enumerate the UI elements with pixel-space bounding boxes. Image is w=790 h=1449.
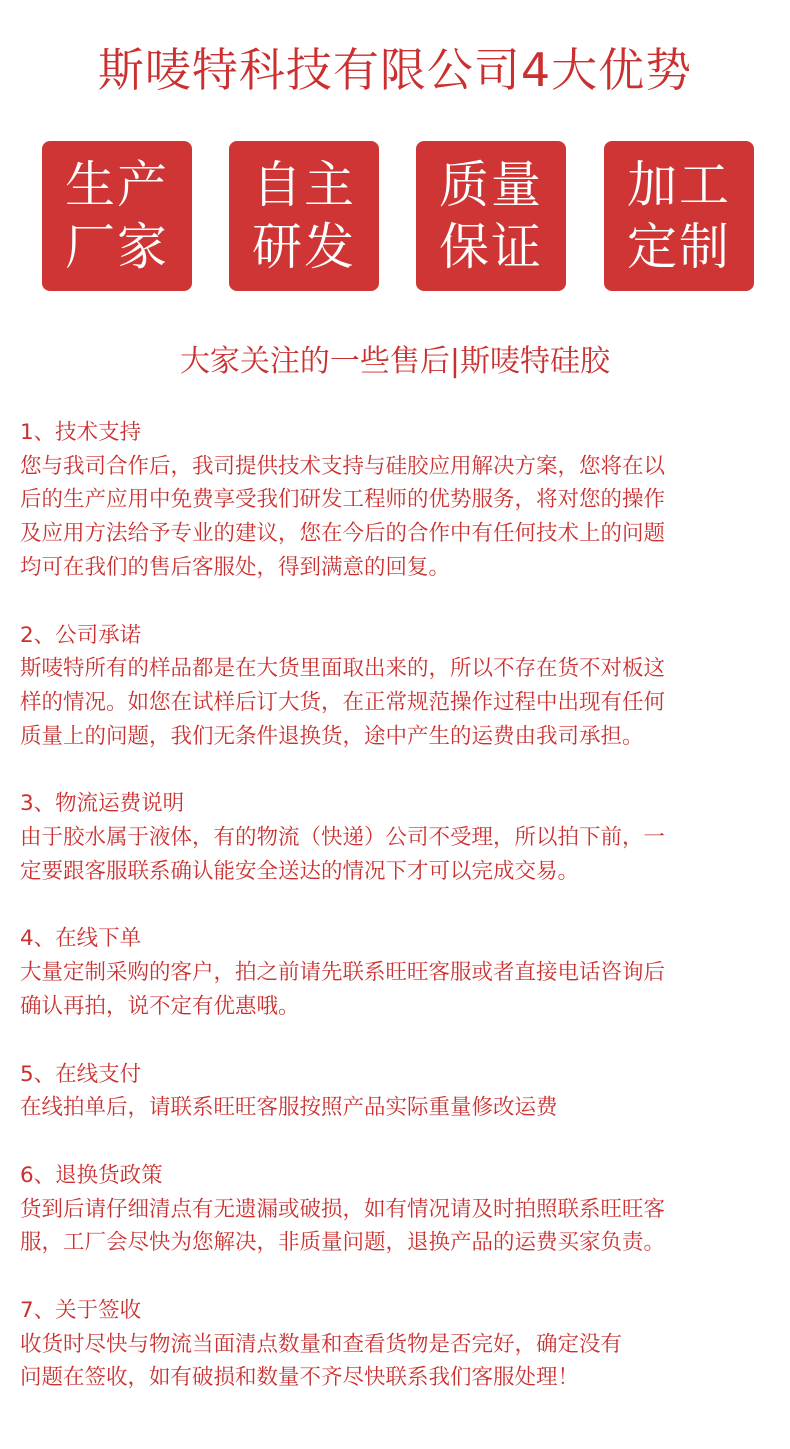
section-line: 您与我司合作后，我司提供技术支持与硅胶应用解决方案，您将在以 <box>20 453 666 479</box>
section-line: 问题在签收，如有破损和数量不齐尽快联系我们客服处理！ <box>20 1365 580 1391</box>
section-return-policy <box>20 1159 772 1260</box>
advantage-badge-manufacturer <box>42 141 192 291</box>
section-line: 在线拍单后，请联系旺旺客服按照产品实际重量修改运费 <box>20 1095 558 1121</box>
advantage-badge-quality <box>416 141 566 291</box>
section-online-payment <box>20 1058 772 1125</box>
section-line: 大量定制采购的客户，拍之前请先联系旺旺客服或者直接电话咨询后 <box>20 960 666 986</box>
section-heading: 2、公司承诺 <box>20 622 142 648</box>
advantage-badge-line: 自主 <box>252 156 356 214</box>
after-sales-content <box>20 416 772 1429</box>
advantage-badge-line: 生产 <box>65 156 169 214</box>
section-heading: 5、在线支付 <box>20 1061 142 1087</box>
section-line: 均可在我们的售后客服处，得到满意的回复。 <box>20 554 451 580</box>
advantage-badge-line: 质量 <box>439 156 543 214</box>
section-online-order <box>20 922 772 1023</box>
section-line: 质量上的问题，我们无条件退换货，途中产生的运费由我司承担。 <box>20 723 644 749</box>
section-line: 货到后请仔细清点有无遗漏或破损，如有情况请及时拍照联系旺旺客 <box>20 1196 666 1222</box>
advantages-row <box>0 141 790 291</box>
section-heading: 7、关于签收 <box>20 1298 142 1324</box>
section-line: 定要跟客服联系确认能安全送达的情况下才可以完成交易。 <box>20 858 580 884</box>
section-delivery-receipt <box>20 1294 772 1395</box>
advantage-badge-line: 保证 <box>439 218 543 276</box>
advantage-badge-line: 研发 <box>252 218 356 276</box>
section-tech-support <box>20 416 772 585</box>
advantage-badge-line: 加工 <box>627 156 731 214</box>
advantage-badge-line: 定制 <box>627 218 731 276</box>
section-line: 服，工厂会尽快为您解决，非质量问题，退换产品的运费买家负责。 <box>20 1230 666 1256</box>
section-line: 及应用方法给予专业的建议，您在今后的合作中有任何技术上的问题 <box>20 521 666 547</box>
section-heading: 6、退换货政策 <box>20 1162 163 1188</box>
section-line: 后的生产应用中免费享受我们研发工程师的优势服务，将对您的操作 <box>20 487 666 513</box>
advantage-badge-rnd <box>229 141 379 291</box>
section-heading: 1、技术支持 <box>20 420 142 445</box>
section-line: 斯唛特所有的样品都是在大货里面取出来的，所以不存在货不对板这 <box>20 656 666 682</box>
section-heading: 4、在线下单 <box>20 926 142 952</box>
section-shipping-info <box>20 787 772 888</box>
page-title: 斯唛特科技有限公司4大优势 <box>97 43 693 97</box>
advantage-badge-customization <box>604 141 754 291</box>
section-line: 收货时尽快与物流当面清点数量和查看货物是否完好，确定没有 <box>20 1331 623 1357</box>
advantage-badge-line: 厂家 <box>65 218 169 276</box>
section-line: 确认再拍，说不定有优惠哦。 <box>20 993 300 1019</box>
after-sales-title: 大家关注的一些售后|斯唛特硅胶 <box>179 344 611 379</box>
section-line: 样的情况。如您在试样后订大货，在正常规范操作过程中出现有任何 <box>20 689 666 715</box>
section-line: 由于胶水属于液体，有的物流（快递）公司不受理，所以拍下前，一 <box>20 825 666 851</box>
section-company-promise <box>20 619 772 754</box>
section-heading: 3、物流运费说明 <box>20 791 185 817</box>
